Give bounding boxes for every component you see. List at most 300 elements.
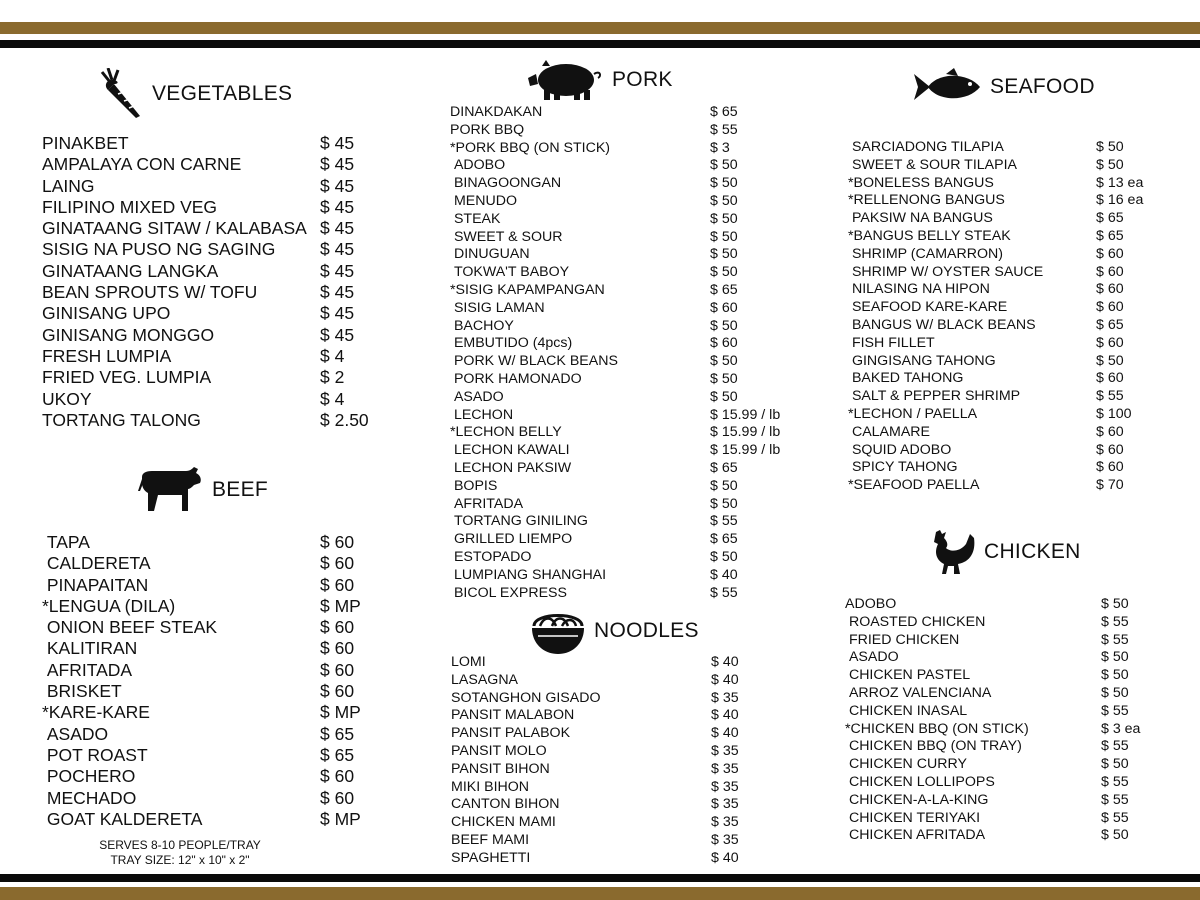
menu-item-name: SARCIADONG TILAPIA bbox=[848, 139, 1004, 155]
menu-item-name: POCHERO bbox=[42, 766, 136, 787]
menu-item-price: $ 4 bbox=[320, 345, 345, 366]
menu-item-name: GINISANG MONGGO bbox=[42, 324, 215, 345]
menu-item bbox=[845, 738, 1191, 756]
menu-item-price: $ 60 bbox=[320, 532, 355, 552]
menu-item-name: LECHON PAKSIW bbox=[450, 459, 572, 476]
noodles-header bbox=[530, 606, 699, 656]
menu-item-price: $ 50 bbox=[710, 548, 738, 565]
menu-item bbox=[848, 281, 1186, 299]
menu-item bbox=[845, 649, 1191, 667]
menu-item bbox=[450, 264, 800, 282]
menu-item bbox=[450, 157, 800, 175]
tray-note bbox=[60, 838, 300, 868]
menu-item-name: ONION BEEF STEAK bbox=[42, 617, 218, 638]
menu-item-name: BACHOY bbox=[450, 317, 514, 334]
seafood-header bbox=[912, 68, 1095, 106]
menu-item-name: CHICKEN BBQ (ON TRAY) bbox=[845, 738, 1022, 755]
menu-item-name: ARROZ VALENCIANA bbox=[845, 684, 992, 701]
menu-item-name: NILASING NA HIPON bbox=[848, 281, 990, 298]
menu-item bbox=[451, 761, 801, 779]
menu-item-name: ROASTED CHICKEN bbox=[845, 613, 986, 630]
menu-item-name: CHICKEN-A-LA-KING bbox=[845, 791, 989, 808]
menu-item bbox=[450, 211, 800, 229]
menu-item-name: STEAK bbox=[450, 210, 501, 227]
menu-item-price: $ 40 bbox=[710, 566, 738, 583]
menu-item bbox=[451, 707, 801, 725]
menu-item-price: $ 100 bbox=[1096, 405, 1132, 422]
menu-item bbox=[848, 424, 1186, 442]
menu-item-price: $ 60 bbox=[1096, 334, 1124, 351]
menu-item-price: $ 35 bbox=[711, 760, 739, 777]
menu-item bbox=[450, 175, 800, 193]
top-black-band bbox=[0, 40, 1200, 48]
menu-item bbox=[451, 672, 801, 690]
menu-item bbox=[450, 513, 800, 531]
menu-item-price: $ 60 bbox=[1096, 459, 1124, 476]
menu-item-name: UKOY bbox=[42, 388, 92, 409]
bottom-black-band bbox=[0, 874, 1200, 882]
menu-item-price: $ 65 bbox=[710, 459, 738, 476]
menu-item bbox=[42, 282, 410, 303]
menu-item-price: $ 60 bbox=[320, 617, 355, 638]
menu-item-price: $ 65 bbox=[320, 744, 355, 765]
menu-item bbox=[42, 176, 410, 197]
menu-item-price: $ 65 bbox=[1096, 227, 1124, 244]
menu-item bbox=[42, 197, 410, 218]
menu-item bbox=[848, 459, 1186, 477]
menu-item-name: LECHON KAWALI bbox=[450, 442, 570, 459]
menu-item bbox=[42, 788, 410, 809]
menu-item-price: $ 16 ea bbox=[1096, 192, 1144, 209]
menu-item-name: PANSIT MALABON bbox=[451, 707, 575, 724]
menu-item-name: DINUGUAN bbox=[450, 246, 530, 263]
menu-item-name: CALDERETA bbox=[42, 553, 151, 574]
menu-item-price: $ 55 bbox=[1101, 702, 1129, 719]
menu-item-price: $ 50 bbox=[1096, 352, 1124, 369]
menu-item-price: $ 13 ea bbox=[1096, 174, 1144, 191]
menu-item-name: *PORK BBQ (ON STICK) bbox=[450, 139, 611, 156]
menu-item bbox=[450, 246, 800, 264]
menu-item-name: BICOL EXPRESS bbox=[450, 584, 567, 601]
menu-item-price: $ 60 bbox=[320, 574, 355, 595]
menu-item-name: PAKSIW NA BANGUS bbox=[848, 210, 993, 227]
menu-item-price: $ 35 bbox=[711, 814, 739, 831]
menu-item-name: PANSIT PALABOK bbox=[451, 725, 571, 742]
menu-item-price: $ MP bbox=[320, 808, 361, 829]
menu-item-price: $ 60 bbox=[1096, 263, 1124, 280]
menu-item bbox=[848, 353, 1186, 371]
menu-item bbox=[42, 218, 410, 239]
menu-item-name: FRESH LUMPIA bbox=[42, 345, 172, 366]
pork-header bbox=[528, 58, 673, 102]
menu-item-name: ASADO bbox=[42, 723, 109, 744]
menu-item-name: SWEET & SOUR bbox=[450, 228, 563, 245]
menu-item bbox=[845, 685, 1191, 703]
menu-item-price: $ 45 bbox=[320, 175, 355, 196]
menu-item bbox=[848, 388, 1186, 406]
menu-item-name: TORTANG TALONG bbox=[42, 409, 201, 430]
menu-item-price: $ 50 bbox=[1101, 827, 1129, 844]
menu-item bbox=[42, 660, 410, 681]
menu-item-name: ESTOPADO bbox=[450, 548, 532, 565]
menu-item-price: $ 65 bbox=[1096, 316, 1124, 333]
menu-item bbox=[848, 210, 1186, 228]
menu-item bbox=[450, 282, 800, 300]
menu-item-name: SISIG LAMAN bbox=[450, 299, 545, 316]
menu-item bbox=[451, 832, 801, 850]
menu-item-name: FILIPINO MIXED VEG bbox=[42, 196, 218, 217]
beef-title: BEEF bbox=[212, 478, 269, 501]
menu-item-name: SISIG NA PUSO NG SAGING bbox=[42, 239, 276, 260]
vegetables-list bbox=[42, 133, 410, 431]
noodle-bowl-icon bbox=[530, 606, 586, 656]
menu-item-price: $ 45 bbox=[320, 218, 355, 239]
menu-item bbox=[451, 654, 801, 672]
menu-item bbox=[848, 317, 1186, 335]
menu-item-name: *SISIG KAPAMPANGAN bbox=[450, 281, 605, 298]
menu-item-price: $ 70 bbox=[1096, 477, 1124, 494]
menu-item bbox=[42, 766, 410, 787]
pork-title: PORK bbox=[612, 68, 673, 91]
menu-item-price: $ 40 bbox=[711, 707, 739, 724]
menu-item-price: $ 55 bbox=[1096, 388, 1124, 405]
menu-item bbox=[845, 827, 1191, 845]
menu-item bbox=[848, 175, 1186, 193]
chicken-icon bbox=[930, 528, 976, 576]
menu-item bbox=[450, 122, 800, 140]
menu-item bbox=[848, 139, 1186, 157]
menu-item-price: $ 55 bbox=[710, 121, 738, 138]
menu-item-price: $ 50 bbox=[1101, 756, 1129, 773]
menu-item-name: GRILLED LIEMPO bbox=[450, 531, 573, 548]
menu-item bbox=[848, 157, 1186, 175]
menu-item-name: TORTANG GINILING bbox=[450, 513, 588, 530]
menu-item-price: $ 45 bbox=[320, 133, 355, 153]
menu-item-price: $ 15.99 / lb bbox=[710, 424, 781, 441]
tray-size-note: TRAY SIZE: 12" x 10" x 2" bbox=[110, 853, 250, 867]
menu-item-price: $ 40 bbox=[711, 725, 739, 742]
menu-item-name: GINISANG UPO bbox=[42, 303, 171, 324]
menu-item bbox=[42, 553, 410, 574]
menu-item-name: CHICKEN AFRITADA bbox=[845, 827, 986, 844]
menu-item-price: $ 35 bbox=[711, 796, 739, 813]
menu-item bbox=[450, 318, 800, 336]
menu-item-price: $ 50 bbox=[1101, 649, 1129, 666]
menu-item bbox=[450, 193, 800, 211]
menu-item-price: $ 65 bbox=[320, 723, 355, 744]
menu-item bbox=[848, 370, 1186, 388]
menu-item bbox=[450, 549, 800, 567]
menu-item bbox=[450, 496, 800, 514]
menu-item-price: $ 60 bbox=[710, 335, 738, 352]
menu-item-price: $ 45 bbox=[320, 324, 355, 345]
chicken-title: CHICKEN bbox=[984, 540, 1081, 563]
menu-item-price: $ 60 bbox=[1096, 281, 1124, 298]
menu-item bbox=[451, 743, 801, 761]
menu-item-price: $ 55 bbox=[1101, 613, 1129, 630]
menu-item-price: $ 60 bbox=[320, 638, 355, 659]
menu-item-name: FRIED CHICKEN bbox=[845, 631, 960, 648]
menu-item-name: BANGUS W/ BLACK BEANS bbox=[848, 316, 1036, 333]
menu-item-price: $ 2 bbox=[320, 367, 345, 388]
menu-item bbox=[42, 596, 410, 617]
menu-item-name: GINATAANG SITAW / KALABASA bbox=[42, 218, 307, 239]
menu-item bbox=[848, 477, 1186, 495]
menu-item-name: *LECHON / PAELLA bbox=[848, 405, 978, 422]
menu-item bbox=[42, 809, 410, 830]
menu-item bbox=[42, 303, 410, 324]
menu-item bbox=[848, 406, 1186, 424]
noodles-title: NOODLES bbox=[594, 619, 699, 642]
menu-item-name: AMPALAYA CON CARNE bbox=[42, 154, 242, 175]
menu-item bbox=[848, 264, 1186, 282]
menu-item-name: MECHADO bbox=[42, 787, 137, 808]
menu-item-name: MENUDO bbox=[450, 192, 517, 209]
menu-item-price: $ 45 bbox=[320, 282, 355, 303]
menu-item bbox=[450, 531, 800, 549]
seafood-title: SEAFOOD bbox=[990, 75, 1095, 98]
menu-item-price: $ 50 bbox=[710, 264, 738, 281]
menu-item-name: CHICKEN MAMI bbox=[451, 814, 556, 831]
menu-item-price: $ 55 bbox=[710, 513, 738, 530]
menu-item-price: $ 3 ea bbox=[1101, 720, 1141, 737]
beef-header bbox=[136, 465, 268, 515]
menu-item bbox=[451, 814, 801, 832]
menu-item-name: SOTANGHON GISADO bbox=[451, 689, 601, 706]
menu-item bbox=[42, 681, 410, 702]
menu-item bbox=[42, 239, 410, 260]
menu-item-name: SALT & PEPPER SHRIMP bbox=[848, 388, 1021, 405]
menu-item-price: $ 60 bbox=[710, 299, 738, 316]
menu-item-name: BOPIS bbox=[450, 477, 498, 494]
menu-item-name: *CHICKEN BBQ (ON STICK) bbox=[845, 720, 1029, 737]
menu-item-price: $ 50 bbox=[710, 175, 738, 192]
menu-item-price: $ 50 bbox=[710, 228, 738, 245]
menu-item-price: $ 60 bbox=[1096, 299, 1124, 316]
menu-item-price: $ 45 bbox=[320, 239, 355, 260]
menu-item-name: PORK BBQ bbox=[450, 121, 525, 138]
menu-item-name: *RELLENONG BANGUS bbox=[848, 192, 1005, 209]
menu-item-name: ADOBO bbox=[450, 157, 506, 174]
menu-item-price: $ 2.50 bbox=[320, 409, 369, 430]
menu-item-price: $ 40 bbox=[711, 671, 739, 688]
vegetables-header bbox=[100, 68, 292, 120]
menu-item bbox=[845, 596, 1191, 614]
menu-item-price: $ 35 bbox=[711, 831, 739, 848]
menu-item-price: $ 50 bbox=[710, 370, 738, 387]
menu-item bbox=[42, 745, 410, 766]
menu-item-price: $ 60 bbox=[320, 681, 355, 702]
menu-item-price: $ 55 bbox=[1101, 773, 1129, 790]
menu-item-name: CHICKEN TERIYAKI bbox=[845, 809, 981, 826]
menu-item-name: PORK W/ BLACK BEANS bbox=[450, 353, 618, 370]
menu-item-price: $ 35 bbox=[711, 689, 739, 706]
menu-item-price: $ 60 bbox=[1096, 245, 1124, 262]
pork-list bbox=[450, 104, 800, 602]
menu-item-name: CHICKEN CURRY bbox=[845, 756, 967, 773]
menu-item-name: GOAT KALDERETA bbox=[42, 808, 203, 829]
menu-item bbox=[845, 756, 1191, 774]
menu-item bbox=[42, 575, 410, 596]
menu-item-price: $ 60 bbox=[320, 787, 355, 808]
menu-item-name: KALITIRAN bbox=[42, 638, 138, 659]
chicken-header bbox=[930, 528, 1081, 576]
menu-item-price: $ 50 bbox=[710, 246, 738, 263]
menu-item-price: $ 35 bbox=[711, 778, 739, 795]
fish-icon bbox=[912, 68, 982, 106]
menu-item bbox=[450, 424, 800, 442]
menu-item bbox=[42, 389, 410, 410]
menu-item-name: *BONELESS BANGUS bbox=[848, 174, 994, 191]
menu-item-price: $ 55 bbox=[1101, 809, 1129, 826]
menu-item-price: $ MP bbox=[320, 702, 361, 723]
menu-item bbox=[848, 228, 1186, 246]
menu-item-price: $ MP bbox=[320, 595, 361, 616]
menu-item-name: SWEET & SOUR TILAPIA bbox=[848, 156, 1017, 173]
menu-item bbox=[42, 724, 410, 745]
menu-item-price: $ 55 bbox=[1101, 631, 1129, 648]
menu-item-name: LECHON bbox=[450, 406, 514, 423]
menu-item-name: ASADO bbox=[845, 649, 899, 666]
menu-item bbox=[42, 638, 410, 659]
menu-item bbox=[42, 133, 410, 154]
menu-item-name: AFRITADA bbox=[450, 495, 524, 512]
menu-item-name: EMBUTIDO (4pcs) bbox=[450, 335, 573, 352]
menu-item-price: $ 50 bbox=[710, 353, 738, 370]
menu-item bbox=[42, 532, 410, 553]
menu-item-name: BEAN SPROUTS W/ TOFU bbox=[42, 282, 258, 303]
menu-item bbox=[450, 389, 800, 407]
menu-item-name: GINGISANG TAHONG bbox=[848, 352, 996, 369]
menu-item-price: $ 55 bbox=[1101, 738, 1129, 755]
menu-item-name: TOKWA'T BABOY bbox=[450, 264, 570, 281]
menu-item-price: $ 60 bbox=[1096, 370, 1124, 387]
menu-item-name: FISH FILLET bbox=[848, 334, 935, 351]
menu-item-name: AFRITADA bbox=[42, 659, 133, 680]
menu-item bbox=[845, 632, 1191, 650]
menu-item-price: $ 45 bbox=[320, 260, 355, 281]
menu-item-price: $ 60 bbox=[320, 659, 355, 680]
menu-item bbox=[450, 567, 800, 585]
menu-item-price: $ 65 bbox=[710, 281, 738, 298]
menu-item bbox=[845, 774, 1191, 792]
menu-item bbox=[42, 346, 410, 367]
menu-item-name: DINAKDAKAN bbox=[450, 104, 543, 120]
menu-item-price: $ 50 bbox=[1096, 156, 1124, 173]
menu-item-name: PINAPAITAN bbox=[42, 574, 149, 595]
menu-item bbox=[845, 614, 1191, 632]
menu-item-name: *KARE-KARE bbox=[42, 702, 150, 723]
bottom-gold-band bbox=[0, 887, 1200, 900]
menu-item bbox=[848, 246, 1186, 264]
menu-item-name: LAING bbox=[42, 175, 95, 196]
menu-item bbox=[450, 229, 800, 247]
menu-item-name: PANSIT BIHON bbox=[451, 760, 550, 777]
menu-item bbox=[845, 792, 1191, 810]
menu-item bbox=[42, 325, 410, 346]
menu-item-name: CANTON BIHON bbox=[451, 796, 560, 813]
menu-item-name: CHICKEN LOLLIPOPS bbox=[845, 773, 995, 790]
menu-item bbox=[42, 154, 410, 175]
noodles-list bbox=[451, 654, 801, 868]
beef-list bbox=[42, 532, 410, 830]
menu-item-name: POT ROAST bbox=[42, 744, 148, 765]
menu-item-price: $ 45 bbox=[320, 196, 355, 217]
vegetables-title: VEGETABLES bbox=[152, 82, 293, 105]
menu-item bbox=[451, 779, 801, 797]
menu-item-price: $ 50 bbox=[1101, 684, 1129, 701]
menu-item bbox=[845, 703, 1191, 721]
menu-item bbox=[450, 104, 800, 122]
menu-item bbox=[450, 585, 800, 603]
menu-item-name: LUMPIANG SHANGHAI bbox=[450, 566, 607, 583]
menu-item-price: $ 45 bbox=[320, 303, 355, 324]
menu-item-name: SPAGHETTI bbox=[451, 849, 531, 866]
menu-item-name: LASAGNA bbox=[451, 671, 519, 688]
menu-item-price: $ 40 bbox=[711, 849, 739, 866]
menu-item-price: $ 15.99 / lb bbox=[710, 406, 781, 423]
menu-item-name: SHRIMP W/ OYSTER SAUCE bbox=[848, 263, 1044, 280]
menu-item bbox=[450, 353, 800, 371]
menu-item-name: CALAMARE bbox=[848, 423, 930, 440]
menu-item bbox=[450, 335, 800, 353]
menu-item-name: MIKI BIHON bbox=[451, 778, 530, 795]
menu-item-name: SQUID ADOBO bbox=[848, 441, 952, 458]
menu-item-price: $ 60 bbox=[320, 766, 355, 787]
menu-item-price: $ 50 bbox=[710, 388, 738, 405]
menu-item-name: BEEF MAMI bbox=[451, 831, 530, 848]
menu-item-price: $ 65 bbox=[710, 104, 738, 120]
menu-item-price: $ 55 bbox=[710, 584, 738, 601]
menu-item-price: $ 50 bbox=[1096, 139, 1124, 155]
menu-item-name: TAPA bbox=[42, 532, 90, 552]
menu-item-price: $ 35 bbox=[711, 742, 739, 759]
menu-item-name: BRISKET bbox=[42, 681, 122, 702]
menu-item-price: $ 50 bbox=[710, 477, 738, 494]
menu-item-price: $ 60 bbox=[1096, 423, 1124, 440]
menu-item-name: *SEAFOOD PAELLA bbox=[848, 477, 980, 494]
menu-item-name: FRIED VEG. LUMPIA bbox=[42, 367, 212, 388]
menu-item bbox=[845, 667, 1191, 685]
menu-item bbox=[450, 407, 800, 425]
menu-item-name: BINAGOONGAN bbox=[450, 175, 562, 192]
menu-item bbox=[848, 299, 1186, 317]
menu-item bbox=[450, 460, 800, 478]
menu-item bbox=[450, 140, 800, 158]
menu-item-price: $ 65 bbox=[1096, 210, 1124, 227]
menu-item bbox=[845, 810, 1191, 828]
menu-item-name: BAKED TAHONG bbox=[848, 370, 964, 387]
menu-item-name: PANSIT MOLO bbox=[451, 742, 547, 759]
menu-item-price: $ 50 bbox=[710, 192, 738, 209]
menu-item-price: $ 50 bbox=[710, 495, 738, 512]
menu-item-name: *LENGUA (DILA) bbox=[42, 595, 176, 616]
menu-item-name: SEAFOOD KARE-KARE bbox=[848, 299, 1008, 316]
carrot-icon bbox=[100, 68, 144, 120]
menu-item-name: ADOBO bbox=[845, 596, 897, 612]
menu-item bbox=[845, 721, 1191, 739]
menu-item-price: $ 50 bbox=[1101, 667, 1129, 684]
menu-item-price: $ 50 bbox=[710, 317, 738, 334]
menu-item-price: $ 40 bbox=[711, 654, 739, 670]
pig-icon bbox=[528, 58, 604, 102]
menu-item bbox=[451, 850, 801, 868]
menu-item bbox=[42, 261, 410, 282]
menu-item bbox=[451, 796, 801, 814]
menu-item bbox=[450, 371, 800, 389]
menu-item-price: $ 60 bbox=[320, 553, 355, 574]
menu-item-name: GINATAANG LANGKA bbox=[42, 260, 219, 281]
